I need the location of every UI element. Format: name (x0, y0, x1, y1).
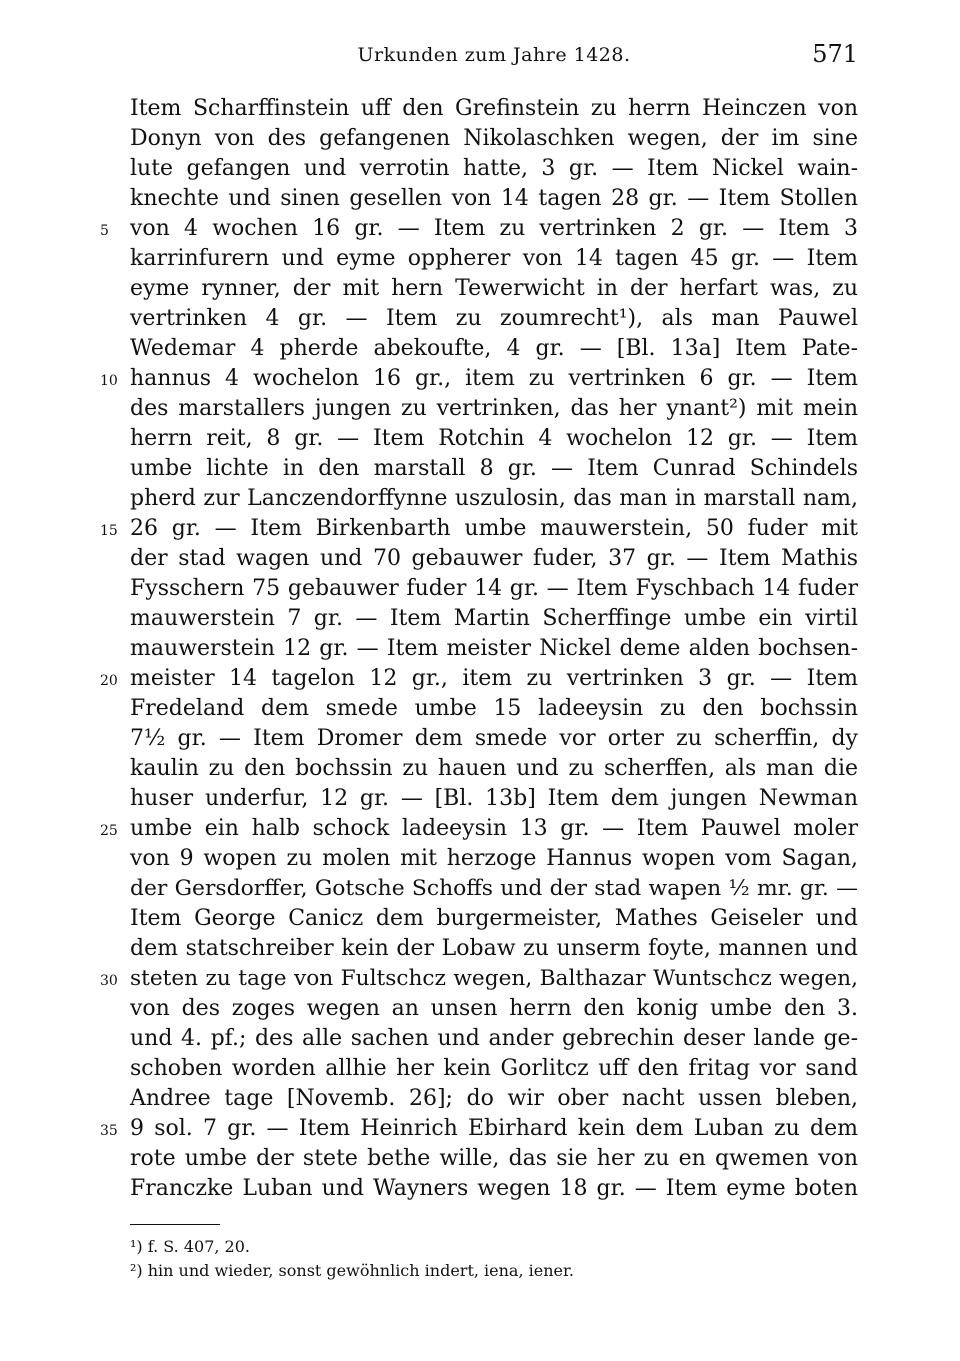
line-number: 25 (100, 823, 118, 839)
text-line: 7½ gr. — Item Dromer dem smede vor orter zu scherffin, dy (130, 726, 858, 751)
text-line: 26 gr. — Item Birkenbarth umbe mauwerstein, 50 fuder mit (130, 516, 858, 541)
line-number: 20 (100, 673, 118, 689)
text-line: Franczke Luban und Wayners wegen 18 gr. — Item eyme boten (130, 1176, 858, 1201)
text-line: Wedemar 4 pherde abekoufte, 4 gr. — [Bl. 13a] Item Pate- (130, 336, 858, 361)
line-number: 5 (100, 223, 109, 239)
text-line: Fysschern 75 gebauwer fuder 14 gr. — Item Fyschbach 14 fuder (130, 576, 858, 601)
text-line: mauwerstein 12 gr. — Item meister Nickel deme alden bochsen- (130, 636, 858, 661)
text-line: meister 14 tagelon 12 gr., item zu vertrinken 3 gr. — Item (130, 666, 858, 691)
text-line: pherd zur Lanczendorffynne uszulosin, das man in marstall nam, (130, 486, 858, 511)
text-line: 9 sol. 7 gr. — Item Heinrich Ebirhard kein dem Luban zu dem (130, 1116, 858, 1141)
text-line: der stad wagen und 70 gebauwer fuder, 37 gr. — Item Mathis (130, 546, 858, 571)
footnote-1: ¹) f. S. 407, 20. (130, 1237, 250, 1256)
text-line: von 9 wopen zu molen mit herzoge Hannus wopen vom Sagan, (130, 846, 858, 871)
page-number: 571 (812, 40, 858, 68)
line-number: 15 (100, 523, 118, 539)
text-line: kaulin zu den bochssin zu hauen und zu scherffen, als man die (130, 756, 858, 781)
text-line: rote umbe der stete bethe wille, das sie her zu en qwemen von (130, 1146, 858, 1171)
page-header (130, 40, 858, 80)
text-line: umbe ein halb schock ladeeysin 13 gr. — Item Pauwel moler (130, 816, 858, 841)
text-line: steten zu tage von Fultschcz wegen, Balthazar Wuntschcz wegen, (130, 966, 858, 991)
text-line: des marstallers jungen zu vertrinken, das her ynant²) mit mein (130, 396, 858, 421)
line-number: 10 (100, 373, 118, 389)
text-line: lute gefangen und verrotin hatte, 3 gr. — Item Nickel wain- (130, 156, 858, 181)
text-line: Donyn von des gefangenen Nikolaschken wegen, der im sine (130, 126, 858, 151)
text-line: mauwerstein 7 gr. — Item Martin Scherffinge umbe ein virtil (130, 606, 858, 631)
text-line: vertrinken 4 gr. — Item zu zoumrecht¹), als man Pauwel (130, 306, 858, 331)
text-line: herrn reit, 8 gr. — Item Rotchin 4 wochelon 12 gr. — Item (130, 426, 858, 451)
text-line: von des zoges wegen an unsen herrn den konig umbe den 3. (130, 996, 858, 1021)
text-line: Fredeland dem smede umbe 15 ladeeysin zu den bochssin (130, 696, 858, 721)
text-line: der Gersdorffer, Gotsche Schoffs und der stad wapen ½ mr. gr. — (130, 876, 858, 901)
text-line: dem statschreiber kein der Lobaw zu unserm foyte, mannen und (130, 936, 858, 961)
text-line: karrinfurern und eyme oppherer von 14 tagen 45 gr. — Item (130, 246, 858, 271)
text-line: Item Scharffinstein uff den Grefinstein zu herrn Heinczen von (130, 96, 858, 121)
line-number: 30 (100, 973, 118, 989)
footnote-divider (130, 1224, 220, 1225)
text-line: Andree tage [Novemb. 26]; do wir ober nacht ussen bleben, (130, 1086, 858, 1111)
text-line: schoben worden allhie her kein Gorlitcz uff den fritag vor sand (130, 1056, 858, 1081)
line-number: 35 (100, 1123, 118, 1139)
text-line: von 4 wochen 16 gr. — Item zu vertrinken 2 gr. — Item 3 (130, 216, 858, 241)
footnote-2: ²) hin und wieder, sonst gewöhnlich indert, iena, iener. (130, 1261, 574, 1280)
text-line: umbe lichte in den marstall 8 gr. — Item Cunrad Schindels (130, 456, 858, 481)
text-line: huser underfur, 12 gr. — [Bl. 13b] Item dem jungen Newman (130, 786, 858, 811)
text-line: und 4. pf.; des alle sachen und ander gebrechin deser lande ge- (130, 1026, 858, 1051)
text-line: hannus 4 wochelon 16 gr., item zu vertrinken 6 gr. — Item (130, 366, 858, 391)
text-line: knechte und sinen gesellen von 14 tagen 28 gr. — Item Stollen (130, 186, 858, 211)
running-title: Urkunden zum Jahre 1428. (357, 44, 631, 66)
text-line: Item George Canicz dem burgermeister, Mathes Geiseler und (130, 906, 858, 931)
text-line: eyme rynner, der mit hern Tewerwicht in der herfart was, zu (130, 276, 858, 301)
